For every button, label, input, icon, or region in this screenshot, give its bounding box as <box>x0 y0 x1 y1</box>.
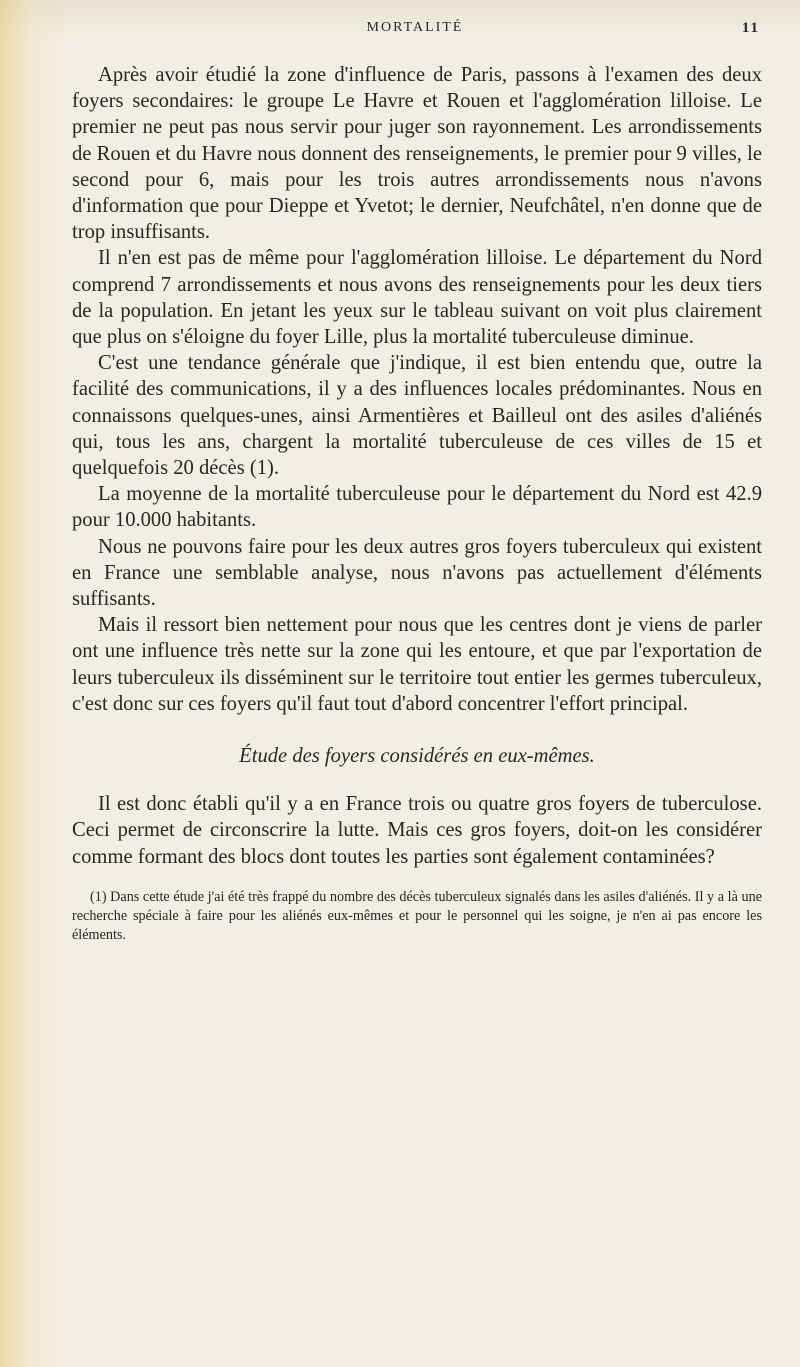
page-header <box>70 20 760 46</box>
paragraph-7: Il est donc établi qu'il y a en France trois ou quatre gros foyers de tuberculose. Ceci permet de circonscrire la lutte. Mais ces gros foyers, doit-on les considérer comme formant des blocs dont toutes les parties sont également contaminées? <box>72 793 762 868</box>
body-text <box>72 62 762 945</box>
paragraph-4: La moyenne de la mortalité tuberculeuse pour le département du Nord est 42.9 pour 10.000 habitants. <box>72 483 762 532</box>
paragraph-5: Nous ne pouvons faire pour les deux autres gros foyers tuberculeux qui existent en France une semblable analyse, nous n'avons pas actuellement d'éléments suffisants. <box>72 535 762 611</box>
paragraph-3: C'est une tendance générale que j'indique, il est bien entendu que, outre la facilité des communications, il y a des influences locales prédominantes. Nous en connaissons quelques-unes, ainsi Armentières et Bailleul ont des asiles d'aliénés qui, tous les ans, chargent la mortalité tuberculeuse de ces villes de 15 et quelquefois 20 décès (1). <box>72 352 762 480</box>
paragraph-6: Mais il ressort bien nettement pour nous que les centres dont je viens de parler ont une influence très nette sur la zone qui les entoure, et que par l'exportation de leurs tuberculeux ils disséminent sur le territoire tout entier les germes tuberculeux, c'est donc sur ces foyers qu'il faut tout d'abord concentrer l'effort principal. <box>72 614 762 715</box>
section-title: Étude des foyers considérés en eux-mêmes. <box>239 745 595 768</box>
paragraph-1: Après avoir étudié la zone d'influence de Paris, passons à l'examen des deux foyers secondaires: le groupe Le Havre et Rouen et l'agglomération lilloise. Le premier ne peut pas nous servir pour juger son rayonnement. Les arrondissements de Rouen et du Havre nous donnent des renseignements, le premier pour 9 villes, le second pour 6, mais pour les trois autres arrondissements nous n'avons d'information que pour Dieppe et Yvetot; le dernier, Neufchâtel, n'en donne que de trop insuffisants. <box>72 64 762 244</box>
paragraph-2: Il n'en est pas de même pour l'agglomération lilloise. Le département du Nord comprend 7 arrondissements et nous avons des renseignements pour les deux tiers de la population. En jetant les yeux sur le tableau suivant on voit plus clairement que plus on s'éloigne du foyer Lille, plus la mortalité tuberculeuse diminue. <box>72 247 762 349</box>
footnote: (1) Dans cette étude j'ai été très frappé du nombre des décès tuberculeux signalés dans les asiles d'aliénés. Il y a là une recherche spéciale à faire pour les aliénés eux-mêmes et pour le personnel qui les soigne, je n'en ai pas encore les éléments. <box>72 888 762 943</box>
page-number: 11 <box>741 20 760 36</box>
running-title: MORTALITÉ <box>366 20 464 35</box>
